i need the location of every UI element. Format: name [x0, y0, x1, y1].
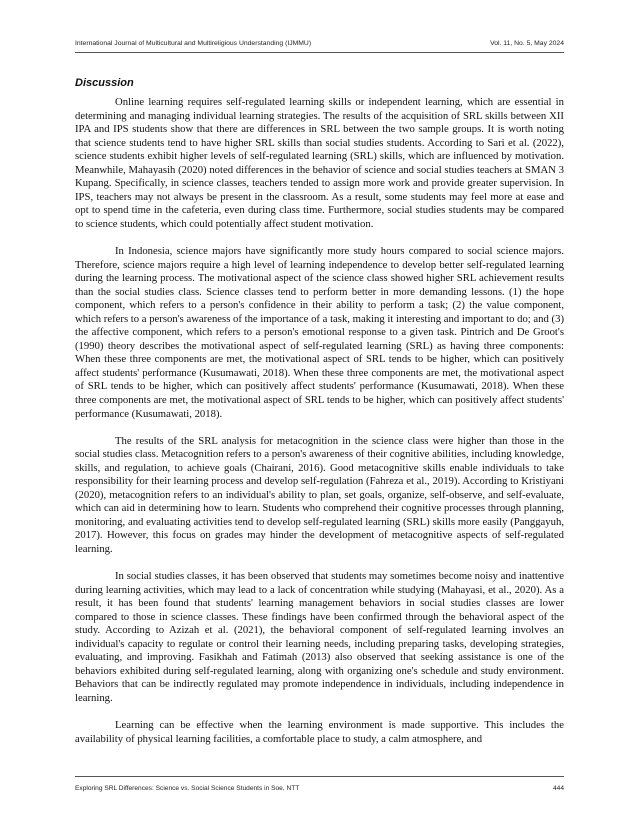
- section-heading: Discussion: [75, 77, 134, 89]
- body-text: [75, 96, 564, 760]
- paragraph: In Indonesia, science majors have significantly more study hours compared to social science majors. Therefore, science majors require a high level of learning independence to develop better self-regulated learning during the learning process. The motivational aspect of the science class showed higher SRL achievement results than the social studies class. Science classes tend to perform better in more demanding lessons. (1) the hope component, which refers to a person's confidence in their ability to perform a task; (2) the value component, which refers to a person's awareness of the importance of a task, making it interesting and important to do; and (3) the affective component, which refers to a person's emotional response to a given task. Pintrich and De Groot's (1990) theory describes the motivational aspect of self-regulated learning (SRL) as having three components: When these three components are met, the motivational aspect of SRL tends to be higher, which can positively affect students' performance (Kusumawati, 2018). When these three components are met, the motivational aspect of SRL tends to be higher, which can positively affect students' performance (Kusumawati, 2018). When these three components are met, the motivational aspect of SRL tends to be higher, which can positively affect students' performance (Kusumawati, 2018).: [75, 244, 564, 420]
- volume-info: Vol. 11, No. 5, May 2024: [490, 40, 564, 47]
- article-title: Exploring SRL Differences: Science vs. Social Science Students in Soe, NTT: [75, 785, 300, 792]
- running-footer: [75, 776, 564, 791]
- paragraph: The results of the SRL analysis for metacognition in the science class were higher than those in the social studies class. Metacognition refers to a person's awareness of their cognitive abilities, including knowledge, skills, and regulation, to achieve goals (Chairani, 2016). Good metacognitive skills enable individuals to take responsibility for their learning process and develop self-regulation (Fahreza et al., 2019). According to Kristiyani (2020), metacognition refers to an individual's ability to plan, set goals, organize, self-observe, and self-evaluate, which can aid in determining how to learn. Students who comprehend their cognitive processes through planning, monitoring, and evaluating activities tend to develop self-regulated learning (SRL) skills more easily (Panggayuh, 2017). However, this focus on grades may hinder the development of metacognitive aspects of self-regulated learning.: [75, 434, 564, 555]
- journal-title: International Journal of Multicultural and Multireligious Understanding (IJMMU): [75, 40, 312, 47]
- running-header: [75, 38, 564, 53]
- paragraph: Online learning requires self-regulated learning skills or independent learning, which are essential in determining and managing individual learning strategies. The results of the acquisition of SRL skills between XII IPA and IPS students show that there are differences in SRL between the two sample groups. It is worth noting that science students tend to have higher SRL skills than social studies students. According to Sari et al. (2022), science students exhibit higher levels of self-regulated learning (SRL) skills, which are influenced by motivation. Meanwhile, Mahayasih (2020) noted differences in the behavior of science and social studies teachers at SMAN 3 Kupang. Specifically, in science classes, teachers tended to assign more work and provide greater supervision. In IPS, teachers may not always be present in the classroom. As a result, some students may feel more at ease and opt to spend time in the cafeteria, even during class time. Furthermore, social studies students may be compared to science students, which could potentially affect student motivation.: [75, 96, 564, 230]
- paragraph: Learning can be effective when the learning environment is made supportive. This includes the availability of physical learning facilities, a comfortable place to study, a calm atmosphere, and: [75, 718, 564, 745]
- paragraph: In social studies classes, it has been observed that students may sometimes become noisy and inattentive during learning activities, which may lead to a lack of concentration while studying (Mahayasi, et al., 2020). As a result, it has been found that students' learning management behaviors in social studies classes are lower compared to those in science classes. These findings have been confirmed through the behavioral aspect of the study. According to Azizah et al. (2021), the behavioral component of self-regulated learning involves an individual's capacity to regulate or control their learning needs, including preparing tasks, developing strategies, evaluating, and improving. Fasikhah and Fatimah (2013) also observed that seeking assistance is one of the behaviors exhibited during self-regulated learning, along with organizing one's schedule and study environment. Behaviors that can be indirectly regulated may promote independence in individuals, including independence in learning.: [75, 570, 564, 704]
- page-number: 444: [552, 785, 564, 792]
